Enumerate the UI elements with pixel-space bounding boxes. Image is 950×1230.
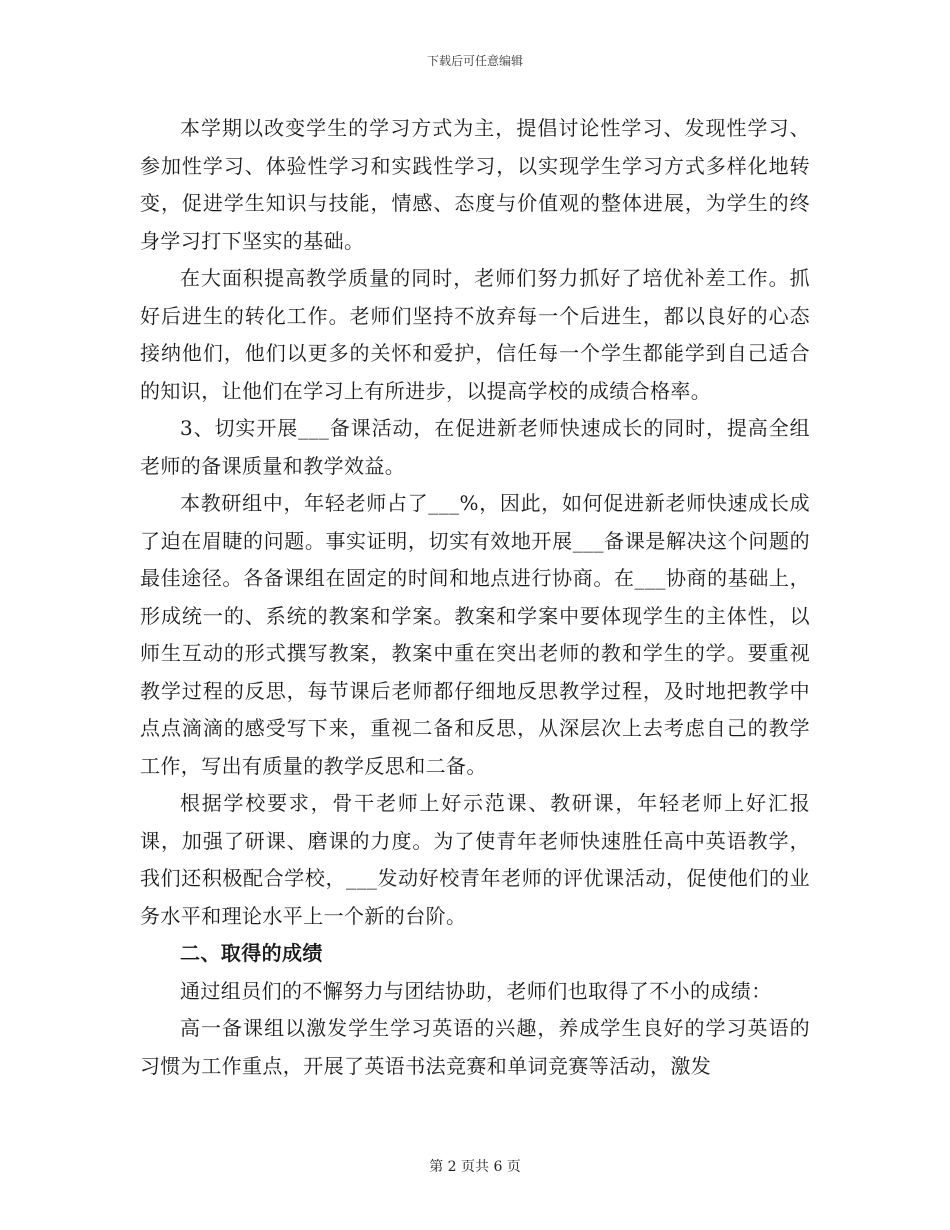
paragraph-demo-lessons: 根据学校要求，骨干老师上好示范课、教研课，年轻老师上好汇报课，加强了研课、磨课的力度。为了使青年老师快速胜任高中英语教学，我们还积极配合学校，___发动好校青年老师的评优课活动，促使他们的业务水平和理论水平上一个新的台阶。 [140,791,810,928]
section-heading-achievements: 二、取得的成绩 [180,941,323,965]
paragraph-achievements-intro: 通过组员们的不懈努力与团结协助，老师们也取得了不小的成绩： [180,978,772,1003]
paragraph-learning-methods: 本学期以改变学生的学习方式为主，提倡讨论性学习、发现性学习、参加性学习、体验性学习和实践性学习，以实现学生学习方式多样化地转变，促进学生知识与技能，情感、态度与价值观的整体进展，为学生的终身学习打下坚实的基础。 [140,116,810,253]
paragraph-grade-one-group: 高一备课组以激发学生学习英语的兴趣，养成学生良好的学习英语的习惯为工作重点，开展了英语书法竞赛和单词竞赛等活动，激发 [140,1016,810,1078]
paragraph-young-teachers: 本教研组中，年轻老师占了___%，因此，如何促进新老师快速成长成了迫在眉睫的问题。事实证明，切实有效地开展___备课是解决这个问题的最佳途径。各备课组在固定的时间和地点进行协商。在___协商的基础上，形成统一的、系统的教案和学案。教案和学案中要体现学生的主体性，以师生互动的形式撰写教案，教案中重在突出老师的教和学生的学。要重视教学过程的反思，每节课后老师都仔细地反思教学过程，及时地把教学中点点滴滴的感受写下来，重视二备和反思，从深层次上去考虑自己的教学工作，写出有质量的教学反思和二备。 [140,491,810,778]
page-footer: 第 2 页共 6 页 [429,1159,521,1175]
paragraph-tutoring-work: 在大面积提高教学质量的同时，老师们努力抓好了培优补差工作。抓好后进生的转化工作。老师们坚持不放弃每一个后进生，都以良好的心态接纳他们，他们以更多的关怀和爱护，信任每一个学生都能学到自己适合的知识，让他们在学习上有所进步，以提高学校的成绩合格率。 [140,266,810,403]
document-body [140,110,810,1085]
paragraph-lesson-prep-activity: 3、切实开展___备课活动，在促进新老师快速成长的同时，提高全组老师的备课质量和教学效益。 [140,416,810,478]
page-header: 下载后可任意编辑 [426,54,523,68]
